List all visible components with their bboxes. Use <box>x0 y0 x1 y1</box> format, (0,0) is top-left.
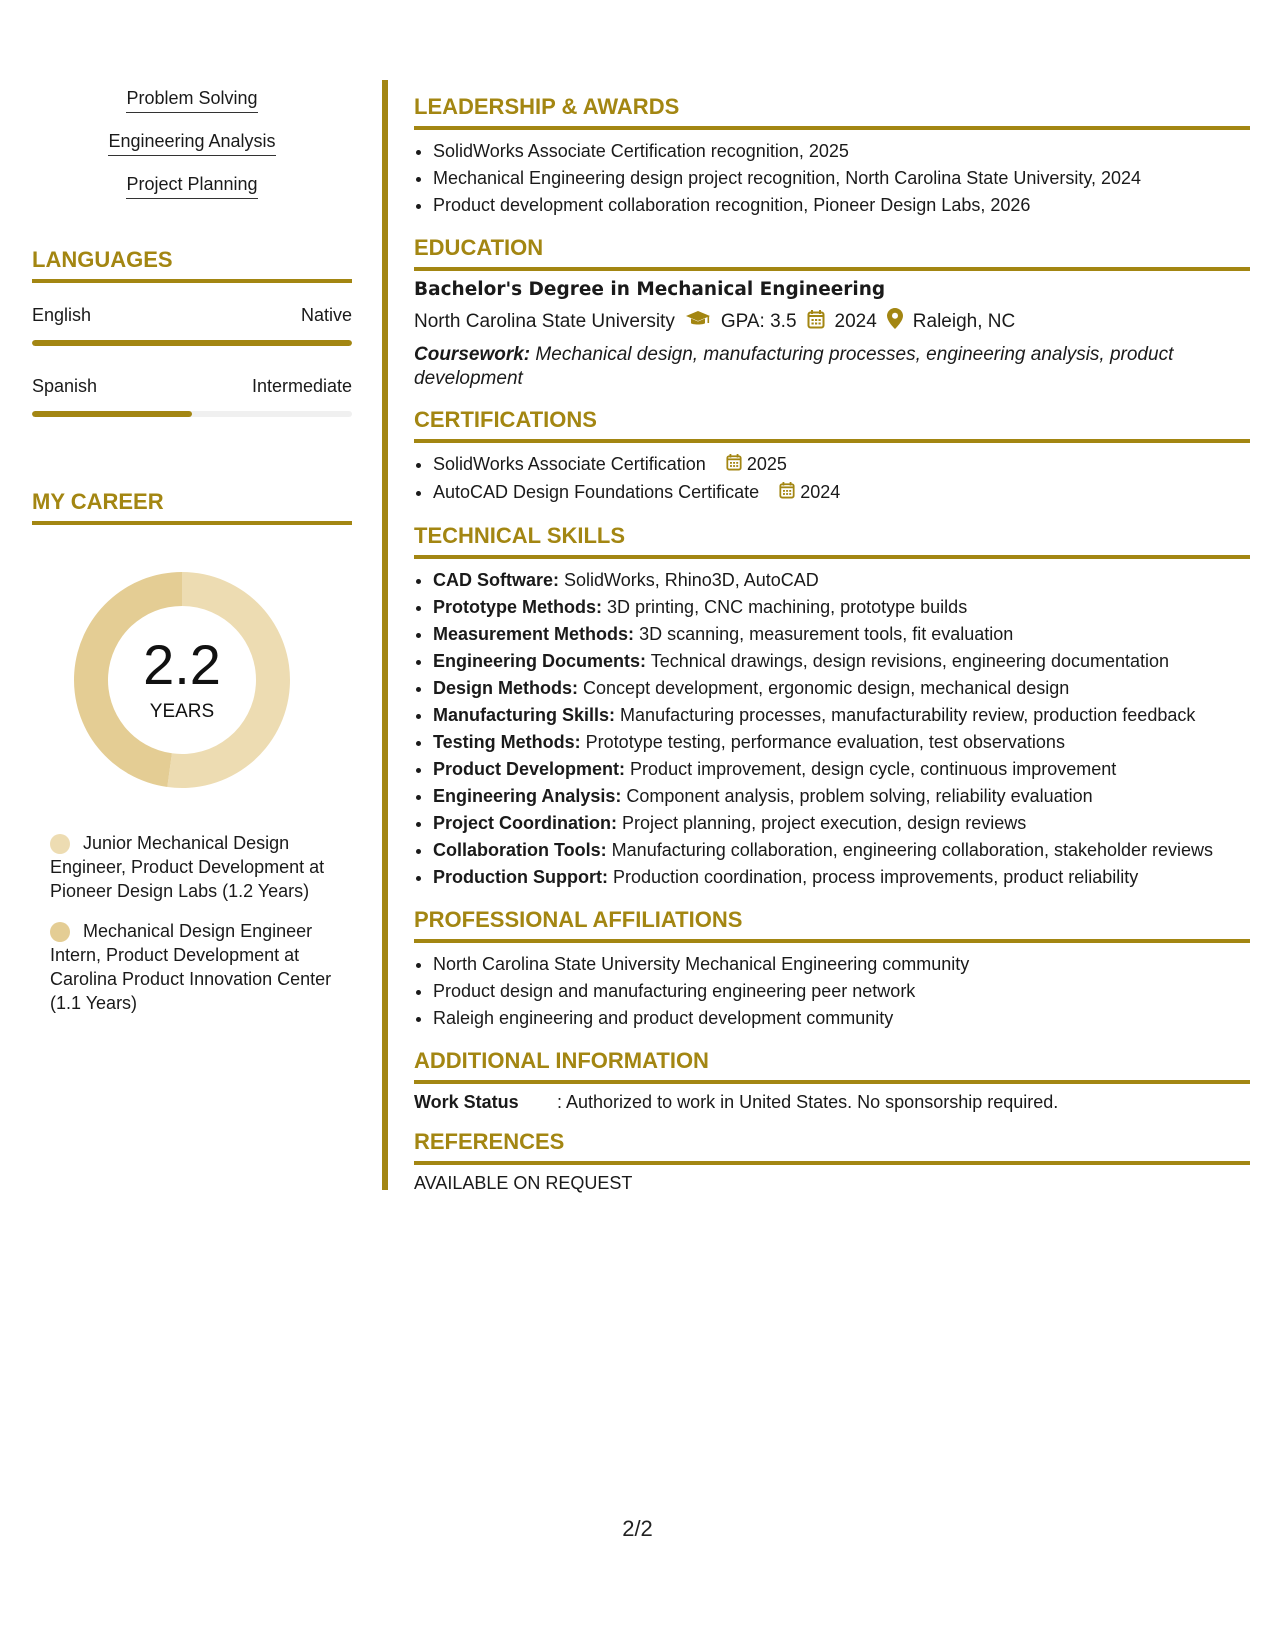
skill-label: Collaboration Tools: <box>433 839 607 860</box>
skill-label: Engineering Analysis: <box>433 785 622 806</box>
leadership-list <box>414 138 1250 219</box>
leadership-section <box>414 94 1250 219</box>
career-list <box>32 831 352 1015</box>
certifications-list <box>414 451 1250 507</box>
list-item <box>433 479 1250 507</box>
language-name: English <box>32 305 92 325</box>
languages-heading: LANGUAGES <box>32 247 352 283</box>
skill-label: Project Coordination: <box>433 812 617 833</box>
right-column <box>414 94 1250 1210</box>
certification-name: AutoCAD Design Foundations Certificate <box>433 481 760 502</box>
career-donut-chart <box>67 565 297 795</box>
calendar-icon <box>726 452 742 479</box>
career-heading: MY CAREER <box>32 489 352 525</box>
career-unit: YEARS <box>149 701 215 722</box>
education-meta <box>414 308 1250 335</box>
career-dot-icon <box>50 834 70 854</box>
certifications-heading: CERTIFICATIONS <box>414 407 1250 443</box>
language-name: Spanish <box>32 376 98 396</box>
calendar-icon <box>779 480 795 507</box>
gpa: GPA: 3.5 <box>720 310 797 332</box>
career-section <box>32 489 352 1015</box>
technical-skills-heading: TECHNICAL SKILLS <box>414 523 1250 559</box>
certifications-section <box>414 407 1250 507</box>
work-status-label: Work Status <box>414 1091 519 1112</box>
coursework-text: Mechanical design, manufacturing processes, engineering analysis, product development <box>414 344 1174 389</box>
list-item: • Product development collaboration recognition, Pioneer Design Labs, 2026 <box>433 192 1250 219</box>
donut-center <box>67 565 297 795</box>
list-item <box>433 729 1250 756</box>
list-item <box>433 594 1250 621</box>
list-item: • Mechanical Engineering design project recognition, North Carolina State University, 2024 <box>433 165 1250 192</box>
list-item: • Raleigh engineering and product development community <box>433 1005 1250 1032</box>
list-item <box>433 783 1250 810</box>
skill-item: Project Planning <box>126 174 257 199</box>
certification-year: 2025 <box>746 454 787 474</box>
skill-value: 3D printing, CNC machining, prototype builds <box>607 596 968 617</box>
certification-year: 2024 <box>800 481 841 502</box>
skill-value: Project planning, project execution, design reviews <box>622 812 1027 833</box>
technical-skills-list <box>414 567 1250 891</box>
skill-label: Testing Methods: <box>433 731 581 752</box>
skill-value: Technical drawings, design revisions, engineering documentation <box>650 650 1170 671</box>
school-name: North Carolina State University <box>414 310 675 332</box>
graduation-cap-icon <box>685 309 711 335</box>
skill-value: Manufacturing processes, manufacturability review, production feedback <box>620 704 1196 725</box>
language-level: Intermediate <box>251 376 352 396</box>
references-text: AVAILABLE ON REQUEST <box>414 1172 633 1193</box>
career-item <box>50 831 352 903</box>
references-section <box>414 1129 1250 1194</box>
additional-info-section <box>414 1048 1250 1113</box>
references-heading: REFERENCES <box>414 1129 1250 1165</box>
list-item <box>433 756 1250 783</box>
list-item <box>433 675 1250 702</box>
skill-value: Component analysis, problem solving, reliability evaluation <box>626 785 1093 806</box>
career-item-text: Mechanical Design Engineer Intern, Product Development at Carolina Product Innovation Center (1.1 Years) <box>50 921 332 1013</box>
page-number: 2/2 <box>622 1516 653 1541</box>
leadership-heading: LEADERSHIP & AWARDS <box>414 94 1250 130</box>
skills-list <box>32 88 352 199</box>
technical-skills-section <box>414 523 1250 891</box>
affiliations-list <box>414 951 1250 1032</box>
left-column <box>32 80 352 1031</box>
languages-section <box>32 247 352 417</box>
list-item <box>433 810 1250 837</box>
education-section <box>414 235 1250 391</box>
affiliations-heading: PROFESSIONAL AFFILIATIONS <box>414 907 1250 943</box>
language-row <box>32 376 352 397</box>
skill-label: Measurement Methods: <box>433 623 635 644</box>
column-divider <box>382 80 388 1190</box>
education-heading: EDUCATION <box>414 235 1250 271</box>
list-item: • North Carolina State University Mechanical Engineering community <box>433 951 1250 978</box>
list-item <box>433 648 1250 675</box>
language-row <box>32 305 352 326</box>
skill-label: Prototype Methods: <box>433 596 602 617</box>
list-item: • SolidWorks Associate Certification recognition, 2025 <box>433 138 1250 165</box>
language-bar <box>32 340 352 346</box>
school-location: Raleigh, NC <box>912 310 1016 332</box>
skill-label: Manufacturing Skills: <box>433 704 616 725</box>
affiliations-section <box>414 907 1250 1032</box>
skill-item: Problem Solving <box>126 88 257 113</box>
list-item <box>433 837 1250 864</box>
coursework <box>414 343 1250 391</box>
skill-value: Prototype testing, performance evaluation, test observations <box>585 731 1065 752</box>
skill-label: Engineering Documents: <box>433 650 647 671</box>
work-status-value: : Authorized to work in United States. No sponsorship required. <box>557 1091 1059 1112</box>
list-item <box>433 451 1250 479</box>
work-status-row <box>414 1092 1250 1113</box>
skill-value: Production coordination, process improvements, product reliability <box>613 866 1139 887</box>
language-bar <box>32 411 352 417</box>
skill-label: CAD Software: <box>433 569 560 590</box>
additional-info-heading: ADDITIONAL INFORMATION <box>414 1048 1250 1084</box>
skill-value: 3D scanning, measurement tools, fit evaluation <box>639 623 1014 644</box>
graduation-year: 2024 <box>834 310 877 332</box>
career-dot-icon <box>50 922 70 942</box>
list-item <box>433 621 1250 648</box>
skill-value: Manufacturing collaboration, engineering collaboration, stakeholder reviews <box>611 839 1214 860</box>
skill-value: Concept development, ergonomic design, mechanical design <box>583 677 1070 698</box>
certification-name: SolidWorks Associate Certification <box>433 454 706 474</box>
language-bar-fill <box>32 340 352 346</box>
list-item: • Product design and manufacturing engineering peer network <box>433 978 1250 1005</box>
career-item-text: Junior Mechanical Design Engineer, Product Development at Pioneer Design Labs (1.2 Years) <box>50 833 325 901</box>
career-total: 2.2 <box>143 633 221 696</box>
list-item <box>433 702 1250 729</box>
calendar-icon <box>807 309 825 335</box>
list-item <box>433 567 1250 594</box>
skill-value: Product improvement, design cycle, continuous improvement <box>630 758 1117 779</box>
skill-label: Product Development: <box>433 758 626 779</box>
list-item <box>433 864 1250 891</box>
skill-value: SolidWorks, Rhino3D, AutoCAD <box>564 569 819 590</box>
coursework-label: Coursework: <box>414 344 531 365</box>
language-bar-fill <box>32 411 192 417</box>
skill-item: Engineering Analysis <box>108 131 275 156</box>
skill-label: Production Support: <box>433 866 608 887</box>
language-level: Native <box>300 305 352 325</box>
career-item <box>50 919 352 1015</box>
location-pin-icon <box>887 308 903 335</box>
skill-label: Design Methods: <box>433 677 579 698</box>
degree-title: Bachelor's Degree in Mechanical Engineering <box>414 279 886 300</box>
